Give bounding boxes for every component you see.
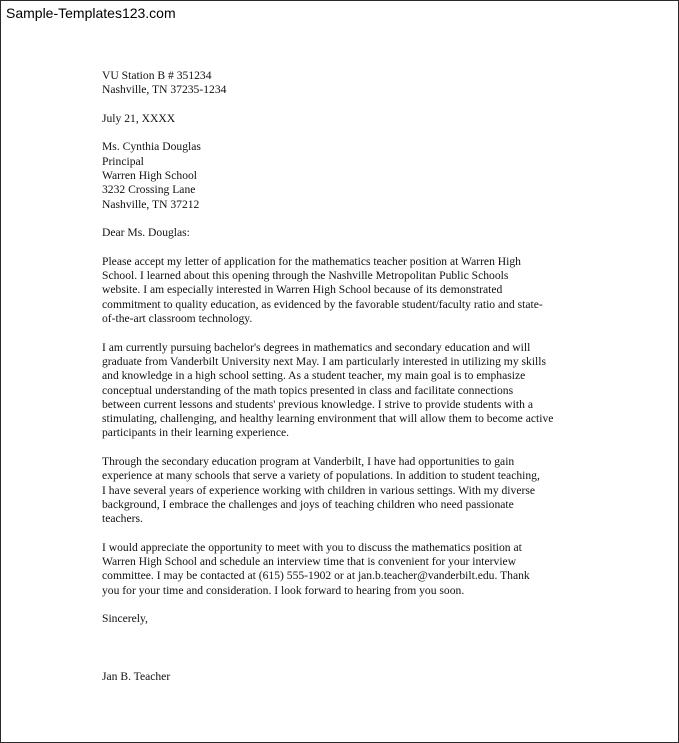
paragraph-line: between current lessons and students' previous knowledge. I strive to provide students with a xyxy=(102,397,533,411)
paragraph-line: website. I am especially interested in Warren High School because of its demonstrated xyxy=(102,283,503,297)
recipient-street: 3232 Crossing Lane xyxy=(102,183,196,197)
recipient-address xyxy=(102,140,582,211)
sender-address-line-2: Nashville, TN 37235-1234 xyxy=(102,83,227,97)
paragraph-line: participants in their learning experience. xyxy=(102,426,290,440)
paragraph-line: School. I learned about this opening through the Nashville Metropolitan Public Schools xyxy=(102,269,509,283)
paragraph-line: background, I embrace the challenges and joys of teaching children who need passionate xyxy=(102,497,514,511)
paragraph-line: I have several years of experience working with children in various settings. With my diverse xyxy=(102,483,535,497)
recipient-name: Ms. Cynthia Douglas xyxy=(102,140,201,154)
closing: Sincerely, xyxy=(102,612,148,626)
site-watermark: Sample-Templates123.com xyxy=(6,5,176,21)
sender-address xyxy=(102,69,582,98)
letter-date: July 21, XXXX xyxy=(102,111,176,125)
paragraph-line: I would appreciate the opportunity to meet with you to discuss the mathematics position at xyxy=(102,540,522,554)
paragraph-line: committee. I may be contacted at (615) 555-1902 or at jan.b.teacher@vanderbilt.edu. Thank xyxy=(102,569,530,583)
paragraph-line: conceptual understanding of the math topics presented in class and facilitate connections xyxy=(102,383,514,397)
salutation: Dear Ms. Douglas: xyxy=(102,226,190,240)
paragraph-line: Please accept my letter of application for the mathematics teacher position at Warren High xyxy=(102,254,521,268)
paragraph-line: and knowledge in a high school setting. As a student teacher, my main goal is to emphasize xyxy=(102,369,526,383)
paragraph-line: graduate from Vanderbilt University next May. I am particularly interested in utilizing my skills xyxy=(102,354,546,368)
recipient-city: Nashville, TN 37212 xyxy=(102,197,200,211)
paragraph-line: Warren High School and schedule an interview time that is convenient for your interview xyxy=(102,555,517,569)
paragraph-line: of-the-art classroom technology. xyxy=(102,312,253,326)
paragraph-4 xyxy=(102,541,582,598)
sender-address-line-1: VU Station B # 351234 xyxy=(102,69,212,82)
signature-name: Jan B. Teacher xyxy=(102,669,171,683)
paragraph-2 xyxy=(102,341,582,441)
paragraph-line: teachers. xyxy=(102,512,143,526)
paragraph-line: experience at many schools that serve a variety of populations. In addition to student teaching, xyxy=(102,469,540,483)
paragraph-1 xyxy=(102,255,582,326)
paragraph-3 xyxy=(102,455,582,526)
letter-body xyxy=(102,69,582,684)
paragraph-line: I am currently pursuing bachelor's degrees in mathematics and secondary education and will xyxy=(102,340,531,354)
paragraph-line: commitment to quality education, as evidenced by the favorable student/faculty ratio and state- xyxy=(102,297,543,311)
paragraph-line: you for your time and consideration. I look forward to hearing from you soon. xyxy=(102,583,465,597)
paragraph-line: stimulating, challenging, and healthy learning environment that will allow them to become active xyxy=(102,412,554,426)
recipient-organization: Warren High School xyxy=(102,169,198,183)
recipient-title: Principal xyxy=(102,154,144,168)
paragraph-line: Through the secondary education program at Vanderbilt, I have had opportunities to gain xyxy=(102,455,515,469)
